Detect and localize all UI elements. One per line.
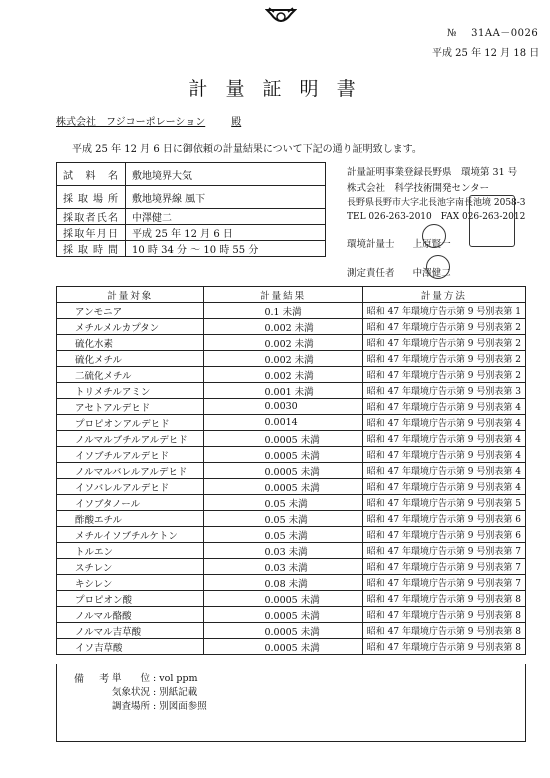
result-target: プロピオン酸 bbox=[57, 591, 204, 607]
env-measurer-label: 環境計量士 bbox=[347, 239, 395, 250]
result-value: 0.03 未満 bbox=[204, 559, 362, 575]
table-row bbox=[57, 447, 526, 463]
table-row bbox=[57, 639, 526, 655]
result-method: 昭和 47 年環境庁告示第 9 号別表第 2 bbox=[362, 367, 525, 383]
result-method: 昭和 47 年環境庁告示第 9 号別表第 8 bbox=[362, 639, 525, 655]
result-target: 硫化メチル bbox=[57, 351, 204, 367]
sample-info-value: 敷地境界大気 bbox=[126, 163, 326, 186]
result-value: 0.0005 未満 bbox=[204, 479, 362, 495]
result-target: メチルイソブチルケトン bbox=[57, 527, 204, 543]
sample-info-value: 中澤健二 bbox=[126, 209, 326, 225]
result-target: スチレン bbox=[57, 559, 204, 575]
sample-info-table bbox=[56, 162, 326, 257]
table-row bbox=[57, 559, 526, 575]
result-target: イソブタノール bbox=[57, 495, 204, 511]
sample-info-label: 採取者氏名 bbox=[57, 209, 126, 225]
intro-text: 平成 25 年 12 月 6 日に御依頼の計量結果について下記の通り証明致します。 bbox=[72, 144, 422, 155]
table-row bbox=[57, 623, 526, 639]
person-seal-stamp bbox=[426, 255, 450, 279]
result-method: 昭和 47 年環境庁告示第 9 号別表第 6 bbox=[362, 527, 525, 543]
sample-info-value: 平成 25 年 12 月 6 日 bbox=[126, 225, 326, 241]
company-logo-icon bbox=[265, 6, 297, 28]
table-row bbox=[57, 479, 526, 495]
sample-info-row bbox=[57, 163, 326, 186]
sample-info-row bbox=[57, 225, 326, 241]
result-method: 昭和 47 年環境庁告示第 9 号別表第 2 bbox=[362, 319, 525, 335]
result-value: 0.002 未満 bbox=[204, 319, 362, 335]
result-method: 昭和 47 年環境庁告示第 9 号別表第 6 bbox=[362, 511, 525, 527]
results-table bbox=[56, 286, 526, 655]
result-value: 0.0005 未満 bbox=[204, 463, 362, 479]
certifier-tel-fax: TEL 026-263-2010 FAX 026-263-2012 bbox=[347, 212, 526, 222]
sample-info-value: 敷地境界線 風下 bbox=[126, 186, 326, 209]
result-method: 昭和 47 年環境庁告示第 9 号別表第 4 bbox=[362, 399, 525, 415]
result-target: ノルマルバレルアルデヒド bbox=[57, 463, 204, 479]
result-value: 0.001 未満 bbox=[204, 383, 362, 399]
result-method: 昭和 47 年環境庁告示第 9 号別表第 8 bbox=[362, 591, 525, 607]
sample-info-label: 採取年月日 bbox=[57, 225, 126, 241]
result-method: 昭和 47 年環境庁告示第 9 号別表第 4 bbox=[362, 447, 525, 463]
header-result: 計量結果 bbox=[204, 287, 362, 303]
result-method: 昭和 47 年環境庁告示第 9 号別表第 2 bbox=[362, 351, 525, 367]
result-method: 昭和 47 年環境庁告示第 9 号別表第 4 bbox=[362, 415, 525, 431]
result-target: メチルメルカプタン bbox=[57, 319, 204, 335]
remarks-location: 調査場所 : 別図面参照 bbox=[112, 701, 207, 712]
result-value: 0.0005 未満 bbox=[204, 607, 362, 623]
result-method: 昭和 47 年環境庁告示第 9 号別表第 3 bbox=[362, 383, 525, 399]
result-value: 0.002 未満 bbox=[204, 335, 362, 351]
result-value: 0.0005 未満 bbox=[204, 639, 362, 655]
result-method: 昭和 47 年環境庁告示第 9 号別表第 7 bbox=[362, 575, 525, 591]
result-target: イソ吉草酸 bbox=[57, 639, 204, 655]
result-value: 0.0005 未満 bbox=[204, 591, 362, 607]
company-seal-stamp bbox=[469, 195, 515, 247]
sample-info-row bbox=[57, 186, 326, 209]
remarks-weather: 気象状況 : 別紙記載 bbox=[112, 687, 198, 698]
table-row bbox=[57, 351, 526, 367]
result-target: 酢酸エチル bbox=[57, 511, 204, 527]
recipient bbox=[56, 113, 241, 128]
result-method: 昭和 47 年環境庁告示第 9 号別表第 4 bbox=[362, 431, 525, 447]
env-measurer-name: 上原賢一 bbox=[412, 239, 451, 250]
result-target: 硫化水素 bbox=[57, 335, 204, 351]
sample-info-label: 試 料 名 bbox=[57, 163, 126, 186]
table-row bbox=[57, 415, 526, 431]
table-row bbox=[57, 575, 526, 591]
table-row bbox=[57, 319, 526, 335]
result-value: 0.0014 bbox=[204, 415, 362, 431]
result-value: 0.0030 bbox=[204, 399, 362, 415]
result-value: 0.08 未満 bbox=[204, 575, 362, 591]
certifier-company: 株式会社 科学技術開発センター bbox=[347, 183, 490, 194]
result-value: 0.0005 未満 bbox=[204, 431, 362, 447]
result-value: 0.002 未満 bbox=[204, 351, 362, 367]
result-method: 昭和 47 年環境庁告示第 9 号別表第 4 bbox=[362, 479, 525, 495]
table-row bbox=[57, 335, 526, 351]
document-number: № 31AA－0026 bbox=[447, 28, 539, 39]
table-row bbox=[57, 431, 526, 447]
result-target: ノルマル酪酸 bbox=[57, 607, 204, 623]
result-method: 昭和 47 年環境庁告示第 9 号別表第 8 bbox=[362, 607, 525, 623]
result-method: 昭和 47 年環境庁告示第 9 号別表第 5 bbox=[362, 495, 525, 511]
sample-info-row bbox=[57, 209, 326, 225]
result-target: ノルマルブチルアルデヒド bbox=[57, 431, 204, 447]
sample-info-row bbox=[57, 241, 326, 257]
person-name: 中澤健二 bbox=[412, 268, 451, 279]
result-target: トリメチルアミン bbox=[57, 383, 204, 399]
header-target: 計量対象 bbox=[57, 287, 204, 303]
sample-info-label: 採取場所 bbox=[57, 186, 126, 209]
sample-info-value: 10 時 34 分 〜 10 時 55 分 bbox=[126, 241, 326, 257]
result-target: アンモニア bbox=[57, 303, 204, 319]
result-value: 0.05 未満 bbox=[204, 495, 362, 511]
recipient-honorific: 殿 bbox=[231, 117, 242, 128]
result-value: 0.05 未満 bbox=[204, 527, 362, 543]
registration-number: 計量証明事業登録長野県 環境第 31 号 bbox=[347, 167, 518, 178]
result-method: 昭和 47 年環境庁告示第 9 号別表第 8 bbox=[362, 623, 525, 639]
person-label: 測定責任者 bbox=[347, 268, 395, 279]
result-target: トルエン bbox=[57, 543, 204, 559]
result-target: 二硫化メチル bbox=[57, 367, 204, 383]
table-row bbox=[57, 511, 526, 527]
result-target: イソバレルアルデヒド bbox=[57, 479, 204, 495]
certifier-address: 長野県長野市大字北長池字南長池境 2058-3 bbox=[347, 198, 526, 208]
table-row bbox=[57, 607, 526, 623]
result-method: 昭和 47 年環境庁告示第 9 号別表第 2 bbox=[362, 335, 525, 351]
result-value: 0.1 未満 bbox=[204, 303, 362, 319]
result-value: 0.0005 未満 bbox=[204, 447, 362, 463]
issue-date: 平成 25 年 12 月 18 日 bbox=[432, 48, 540, 59]
result-value: 0.03 未満 bbox=[204, 543, 362, 559]
table-row bbox=[57, 383, 526, 399]
result-method: 昭和 47 年環境庁告示第 9 号別表第 4 bbox=[362, 463, 525, 479]
result-target: アセトアルデヒド bbox=[57, 399, 204, 415]
table-row bbox=[57, 367, 526, 383]
table-row bbox=[57, 463, 526, 479]
measurer-seal-stamp bbox=[422, 224, 446, 248]
header-method: 計量方法 bbox=[362, 287, 525, 303]
result-value: 0.002 未満 bbox=[204, 367, 362, 383]
results-header-row bbox=[57, 287, 526, 303]
table-row bbox=[57, 527, 526, 543]
result-value: 0.05 未満 bbox=[204, 511, 362, 527]
recipient-name: 株式会社 フジコーポレーション bbox=[56, 117, 206, 128]
result-target: ノルマル吉草酸 bbox=[57, 623, 204, 639]
sample-info-label: 採取時間 bbox=[57, 241, 126, 257]
result-method: 昭和 47 年環境庁告示第 9 号別表第 1 bbox=[362, 303, 525, 319]
result-method: 昭和 47 年環境庁告示第 9 号別表第 7 bbox=[362, 543, 525, 559]
table-row bbox=[57, 495, 526, 511]
table-row bbox=[57, 399, 526, 415]
remarks-unit: 単 位 : vol ppm bbox=[112, 673, 198, 684]
result-target: イソブチルアルデヒド bbox=[57, 447, 204, 463]
result-target: キシレン bbox=[57, 575, 204, 591]
result-method: 昭和 47 年環境庁告示第 9 号別表第 7 bbox=[362, 559, 525, 575]
table-row bbox=[57, 591, 526, 607]
result-target: プロピオンアルデヒド bbox=[57, 415, 204, 431]
remarks-label: 備 考 bbox=[74, 674, 116, 685]
result-value: 0.0005 未満 bbox=[204, 623, 362, 639]
table-row bbox=[57, 543, 526, 559]
table-row bbox=[57, 303, 526, 319]
document-title: 計 量 証 明 書 bbox=[188, 78, 362, 100]
